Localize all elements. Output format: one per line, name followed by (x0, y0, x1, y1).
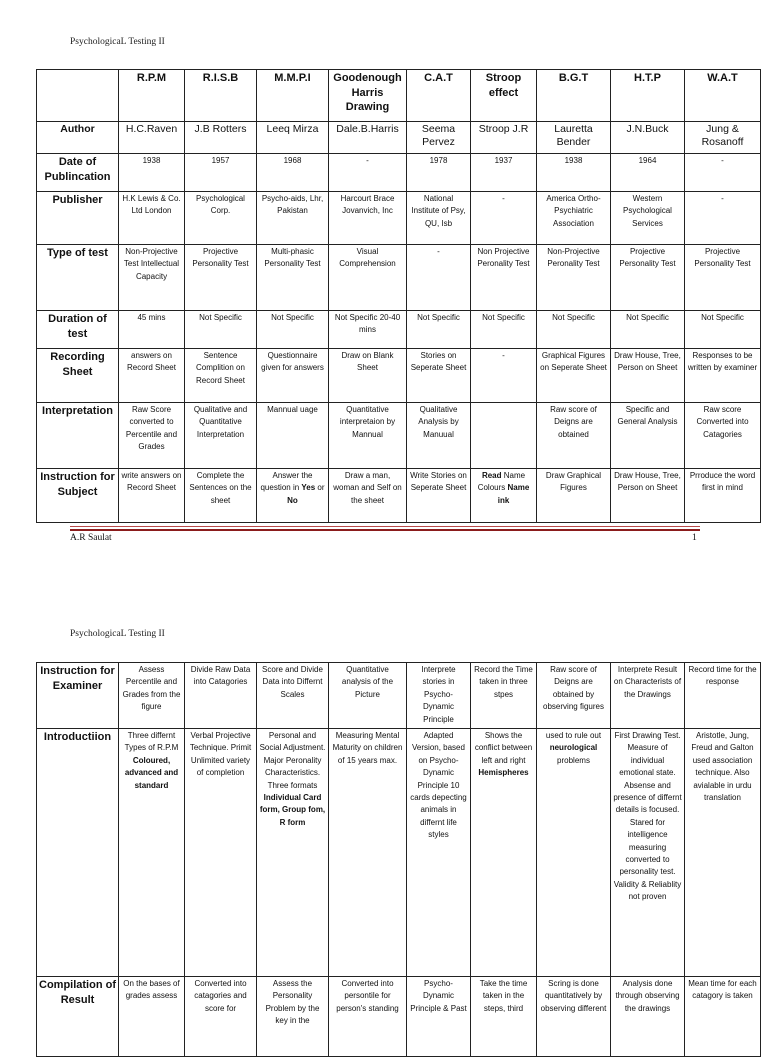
table-cell: 1957 (185, 154, 257, 192)
table-cell: Seema Pervez (407, 122, 471, 154)
table-cell: Qualitative and Quantitative Interpretation (185, 403, 257, 469)
table-cell: Psycho-Dynamic Principle & Past (407, 977, 471, 1057)
table-cell: - (685, 192, 761, 245)
table-cell (119, 729, 185, 977)
cell-bold-text: No (287, 495, 298, 505)
table-cell: Western Psychological Services (611, 192, 685, 245)
cell-text: used to rule out (545, 731, 602, 740)
table-cell: 1938 (119, 154, 185, 192)
table-cell: Interprete stories in Psycho-Dynamic Principle (407, 663, 471, 729)
cell-text: Shows the conflict between left and right (474, 731, 533, 765)
column-header: R.I.S.B (185, 70, 257, 122)
table-cell: Non-Projective Peronality Test (537, 245, 611, 311)
table-row (37, 311, 761, 349)
table-cell: Draw a man, woman and Self on the sheet (329, 469, 407, 523)
table-row (37, 154, 761, 192)
table-cell: J.B Rotters (185, 122, 257, 154)
row-header: Date of Publincation (37, 154, 119, 192)
table-cell: Specific and General Analysis (611, 403, 685, 469)
table-cell: Assess the Personality Problem by the key in the (257, 977, 329, 1057)
table-cell: - (471, 349, 537, 403)
table-cell: Analysis done through observing the drawings (611, 977, 685, 1057)
column-header: C.A.T (407, 70, 471, 122)
table-cell: Sentence Complition on Record Sheet (185, 349, 257, 403)
row-header: Interpretation (37, 403, 119, 469)
cell-text: or (315, 483, 325, 493)
table-cell: Psycho-aids, Lhr, Pakistan (257, 192, 329, 245)
table-cell: On the bases of grades assess (119, 977, 185, 1057)
corner-cell (37, 70, 119, 122)
table-cell (471, 403, 537, 469)
table-cell: 1978 (407, 154, 471, 192)
table-cell: Draw on Blank Sheet (329, 349, 407, 403)
table-cell: Not Specific (471, 311, 537, 349)
table-cell: Psychological Corp. (185, 192, 257, 245)
table-row (37, 977, 761, 1057)
row-header: Instruction for Examiner (37, 663, 119, 729)
table-cell: Qualitative Analysis by Manuual (407, 403, 471, 469)
cell-text: problems (557, 755, 590, 765)
cell-text: Answer the question in (260, 471, 313, 493)
table-cell (471, 469, 537, 523)
table-cell: Assess Percentile and Grades from the figure (119, 663, 185, 729)
row-header: Introductiion (37, 729, 119, 977)
test-comparison-table-continued (36, 662, 761, 1057)
cell-text: Name Colours (477, 471, 526, 493)
row-header: Type of test (37, 245, 119, 311)
table-cell: Record the Time taken in three stpes (471, 663, 537, 729)
table-cell: Mannual uage (257, 403, 329, 469)
page-header: PsychologicaL Testing II (70, 629, 165, 639)
table-cell: Interprete Result on Characterists of the Drawings (611, 663, 685, 729)
table-cell: Multi-phasic Personality Test (257, 245, 329, 311)
table-cell: J.N.Buck (611, 122, 685, 154)
table-cell: National Institute of Psy, QU, Isb (407, 192, 471, 245)
cell-bold-text: Coloured, advanced and standard (124, 755, 179, 790)
table-cell: 1938 (537, 154, 611, 192)
cell-text: Three differnt Types of R.P.M (124, 731, 179, 753)
page-number: 1 (692, 533, 697, 543)
table-cell: Verbal Projective Technique. Primit Unlimited variety of completion (185, 729, 257, 977)
table-cell: Draw House, Tree, Person on Sheet (611, 349, 685, 403)
column-header: R.P.M (119, 70, 185, 122)
table-cell: Raw Score converted to Percentile and Grades (119, 403, 185, 469)
table-row (37, 729, 761, 977)
table-cell: Converted into persontile for person's standing (329, 977, 407, 1057)
table-cell: Not Specific (257, 311, 329, 349)
table-cell: Graphical Figures on Seperate Sheet (537, 349, 611, 403)
column-header: Stroop effect (471, 70, 537, 122)
table-cell: Non Projective Peronality Test (471, 245, 537, 311)
table-cell: Aristotle, Jung, Freud and Galton used association technique. Also avialable in urdu translation (685, 729, 761, 977)
footer-author: A.R Saulat (70, 533, 112, 543)
column-header: Goodenough Harris Drawing (329, 70, 407, 122)
column-header-row (37, 70, 761, 122)
table-row (37, 245, 761, 311)
page-header: PsychologicaL Testing II (70, 37, 165, 47)
table-cell: Complete the Sentences on the sheet (185, 469, 257, 523)
cell-bold-text: Read (481, 471, 502, 480)
table-cell: H.C.Raven (119, 122, 185, 154)
footer-divider (70, 526, 700, 527)
table-cell: First Drawing Test. Measure of individual emotional state. Absense and presence of differnt details is focused. Stared for intelligence measuring converted to personality test. Validity & Reliablity not proven (611, 729, 685, 977)
table-cell: Converted into catagories and score for (185, 977, 257, 1057)
table-cell: Quantitative analysis of the Picture (329, 663, 407, 729)
table-cell: 1937 (471, 154, 537, 192)
cell-bold-text: Yes (301, 483, 316, 493)
table-cell: Lauretta Bender (537, 122, 611, 154)
table-row (37, 349, 761, 403)
table-cell: Adapted Version, based on Psycho-Dynamic Principle 10 cards depecting animals in differnt life styles (407, 729, 471, 977)
table-row (37, 469, 761, 523)
table-row (37, 192, 761, 245)
table-cell: Projective Personality Test (611, 245, 685, 311)
table-cell: answers on Record Sheet (119, 349, 185, 403)
test-comparison-table (36, 69, 761, 523)
cell-bold-text: neurological (549, 743, 598, 753)
table-cell: 45 mins (119, 311, 185, 349)
table-cell: Stories on Seperate Sheet (407, 349, 471, 403)
table-cell: Draw House, Tree, Person on Sheet (611, 469, 685, 523)
table-cell (257, 729, 329, 977)
cell-bold-text: Name ink (497, 483, 530, 505)
row-header: Compilation of Result (37, 977, 119, 1057)
table-cell: Divide Raw Data into Catagories (185, 663, 257, 729)
table-cell (471, 729, 537, 977)
table-cell: America Ortho-Psychiatric Association (537, 192, 611, 245)
table-cell: Stroop J.R (471, 122, 537, 154)
table-cell: Take the time taken in the steps, third (471, 977, 537, 1057)
table-cell: Visual Comprehension (329, 245, 407, 311)
table-cell: Projective Personality Test (685, 245, 761, 311)
table-cell: Questionnaire given for answers (257, 349, 329, 403)
table-cell: - (471, 192, 537, 245)
row-header: Recording Sheet (37, 349, 119, 403)
table-cell: 1968 (257, 154, 329, 192)
table-cell: Not Specific (537, 311, 611, 349)
table-row (37, 122, 761, 154)
cell-bold-text: Individual Card form, Group fom, R form (259, 793, 326, 827)
table-cell: Quantitative interpretaion by Mannual (329, 403, 407, 469)
table-cell: Score and Divide Data into Differnt Scales (257, 663, 329, 729)
table-cell: Draw Graphical Figures (537, 469, 611, 523)
table-cell (537, 729, 611, 977)
table-cell: Leeq Mirza (257, 122, 329, 154)
table-cell: Raw score of Deigns are obtained by observing figures (537, 663, 611, 729)
table-cell: Write Stories on Seperate Sheet (407, 469, 471, 523)
table-cell: Scring is done quantitatively by observing different (537, 977, 611, 1057)
table-row (37, 403, 761, 469)
table-cell: Prroduce the word first in mind (685, 469, 761, 523)
column-header: W.A.T (685, 70, 761, 122)
table-cell: 1964 (611, 154, 685, 192)
column-header: B.G.T (537, 70, 611, 122)
table-cell: Harcourt Brace Jovanvich, Inc (329, 192, 407, 245)
table-cell: Not Specific 20-40 mins (329, 311, 407, 349)
row-header: Instruction for Subject (37, 469, 119, 523)
table-cell: Projective Personality Test (185, 245, 257, 311)
footer-divider (70, 529, 700, 531)
table-cell: Measuring Mental Maturity on children of 15 years max. (329, 729, 407, 977)
row-header: Duration of test (37, 311, 119, 349)
table-cell: - (685, 154, 761, 192)
column-header: H.T.P (611, 70, 685, 122)
table-cell: write answers on Record Sheet (119, 469, 185, 523)
table-cell: Not Specific (611, 311, 685, 349)
table-cell: Jung & Rosanoff (685, 122, 761, 154)
table-cell: H.K Lewis & Co. Ltd London (119, 192, 185, 245)
cell-text: Personal and Social Adjustment. Major Peronality Characteristics. Three formats (259, 731, 326, 790)
table-cell: Responses to be written by examiner (685, 349, 761, 403)
table-cell: Raw score Converted into Catagories (685, 403, 761, 469)
table-row (37, 663, 761, 729)
cell-bold-text: Hemispheres (478, 768, 529, 778)
table-cell: Not Specific (185, 311, 257, 349)
row-header: Publisher (37, 192, 119, 245)
table-cell: Mean time for each catagory is taken (685, 977, 761, 1057)
table-cell: Record time for the response (685, 663, 761, 729)
table-cell: Not Specific (685, 311, 761, 349)
column-header: M.M.P.I (257, 70, 329, 122)
table-cell: Raw score of Deigns are obtained (537, 403, 611, 469)
table-cell: - (329, 154, 407, 192)
table-cell (257, 469, 329, 523)
table-cell: Not Specific (407, 311, 471, 349)
table-cell: Non-Projective Test Intellectual Capacity (119, 245, 185, 311)
table-cell: - (407, 245, 471, 311)
table-cell: Dale.B.Harris (329, 122, 407, 154)
row-header: Author (37, 122, 119, 154)
